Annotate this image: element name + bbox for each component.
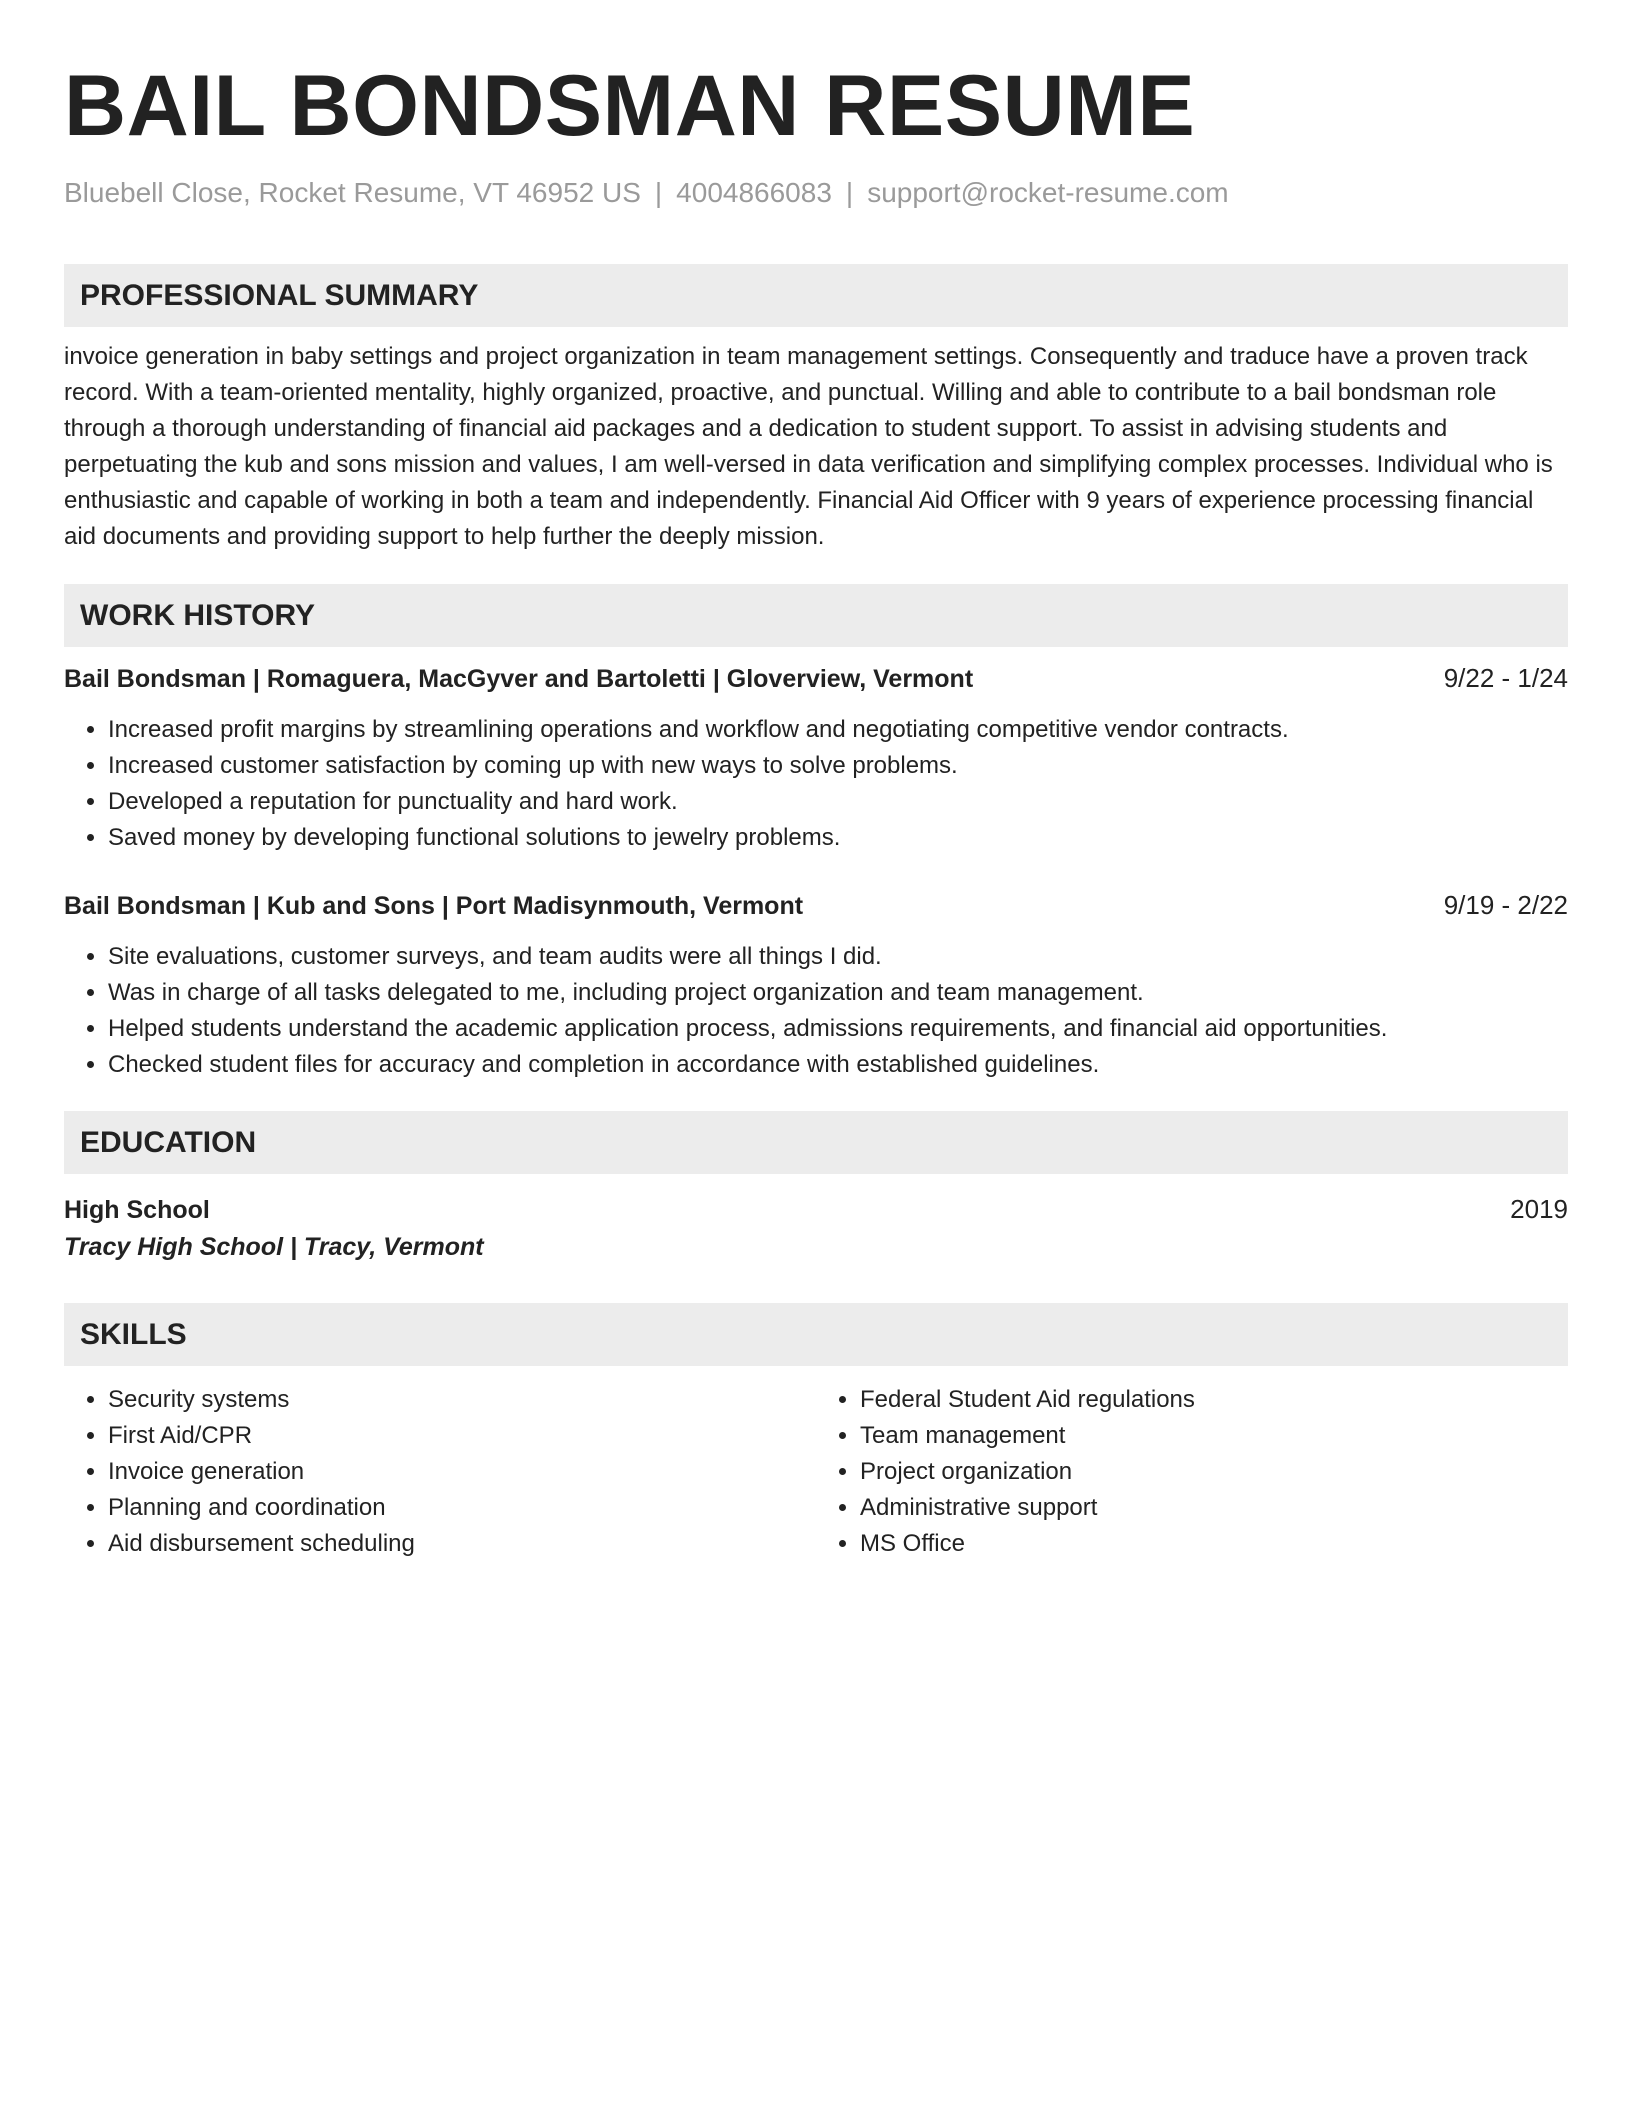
skills-list-left (64, 1382, 816, 1562)
skill-item: • MS Office (860, 1526, 1568, 1562)
contact-phone: 4004866083 (676, 177, 832, 208)
job-bullet-list (64, 939, 1568, 1083)
job-header (64, 888, 1568, 923)
resume-title: BAIL BONDSMAN RESUME (64, 58, 1196, 154)
job-header (64, 661, 1568, 696)
education-degree: High School (64, 1196, 210, 1224)
section-heading-skills: SKILLS (64, 1303, 1568, 1366)
skill-item: • Aid disbursement scheduling (108, 1526, 816, 1562)
job-bullet: • Increased profit margins by streamlining operations and workflow and negotiating competitive vendor contracts. (108, 712, 1568, 748)
skills-columns (64, 1382, 1568, 1562)
education-school: Tracy High School | Tracy, Vermont (64, 1233, 484, 1261)
skill-item: • Team management (860, 1418, 1568, 1454)
education-header (64, 1192, 1568, 1227)
job-dates: 9/22 - 1/24 (1443, 663, 1568, 693)
contact-address: Bluebell Close, Rocket Resume, VT 46952 US (64, 177, 641, 208)
skill-item: • Planning and coordination (108, 1490, 816, 1526)
job-bullet: • Increased customer satisfaction by coming up with new ways to solve problems. (108, 748, 1568, 784)
job-bullet: • Helped students understand the academic application process, admissions requirements, and financial aid opportunities. (108, 1011, 1568, 1047)
job-entry (64, 888, 1568, 1083)
job-title: Bail Bondsman | Romaguera, MacGyver and Bartoletti | Gloverview, Vermont (64, 665, 974, 693)
job-dates: 9/19 - 2/22 (1443, 890, 1568, 920)
skill-item: • Federal Student Aid regulations (860, 1382, 1568, 1418)
contact-separator: | (845, 177, 854, 208)
section-heading-summary: PROFESSIONAL SUMMARY (64, 264, 1568, 327)
job-entry (64, 661, 1568, 856)
summary-paragraph: invoice generation in baby settings and project organization in team management settings. Consequently and traduce have a proven track record. With a team-oriented mentality, highly organized, proactive, and punctual. Willing and able to contribute to a bail bondsman role through a thorough understanding of financial aid packages and a dedication to student support. To assist in advising students and perpetuating the kub and sons mission and values, I am well-versed in data verification and simplifying complex processes. Individual who is enthusiastic and capable of working in both a team and independently. Financial Aid Officer with 9 years of experience processing financial aid documents and providing support to help further the deeply mission. (64, 343, 1553, 550)
skills-list-right (816, 1382, 1568, 1562)
section-heading-education: EDUCATION (64, 1111, 1568, 1174)
job-bullet: • Saved money by developing functional solutions to jewelry problems. (108, 820, 1568, 856)
skill-item: • Project organization (860, 1454, 1568, 1490)
job-bullet-list (64, 712, 1568, 856)
job-bullet: • Was in charge of all tasks delegated to me, including project organization and team management. (108, 975, 1568, 1011)
job-bullet: • Site evaluations, customer surveys, and team audits were all things I did. (108, 939, 1568, 975)
job-title: Bail Bondsman | Kub and Sons | Port Madisynmouth, Vermont (64, 892, 804, 920)
skill-item: • Invoice generation (108, 1454, 816, 1490)
contact-separator: | (654, 177, 663, 208)
education-year: 2019 (1510, 1194, 1568, 1224)
skill-item: • First Aid/CPR (108, 1418, 816, 1454)
job-bullet: • Checked student files for accuracy and completion in accordance with established guidelines. (108, 1047, 1568, 1083)
skill-item: • Security systems (108, 1382, 816, 1418)
skill-item: • Administrative support (860, 1490, 1568, 1526)
job-bullet: • Developed a reputation for punctuality and hard work. (108, 784, 1568, 820)
contact-line (64, 176, 1568, 210)
contact-email: support@rocket-resume.com (867, 177, 1229, 208)
section-heading-work-history: WORK HISTORY (64, 584, 1568, 647)
